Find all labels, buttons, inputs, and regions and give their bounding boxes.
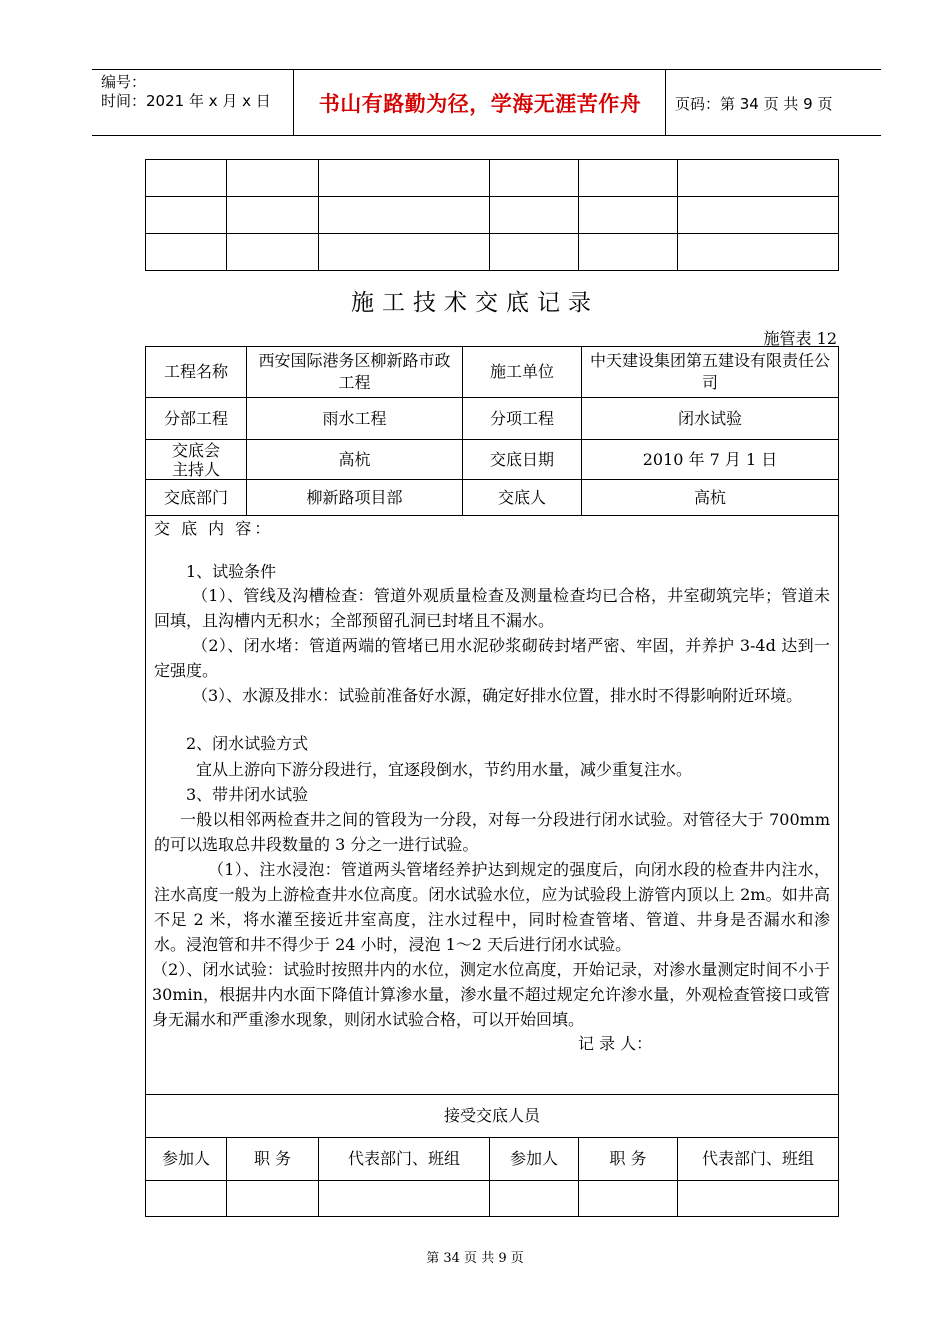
- table-row: [146, 398, 839, 440]
- dept-value: 柳新路项目部: [247, 480, 463, 516]
- presenter-label: 交底人: [463, 480, 582, 516]
- dept-label: 交底部门: [146, 480, 247, 516]
- table-row: [146, 1138, 839, 1181]
- doc-number-label: 编号：: [101, 73, 147, 91]
- recorder-label: 记 录 人：: [578, 1034, 653, 1053]
- table-cell: [490, 234, 579, 271]
- page-footer: 第 34 页 共 9 页: [426, 1251, 524, 1266]
- paragraph-1: （1）、管线及沟槽检查：管道外观质量检查及测量检查均已合格，井室砌筑完毕；管道未回填，且沟槽内无积水；全部预留孔洞已封堵且不漏水。: [154, 586, 830, 630]
- table-cell: [579, 160, 678, 197]
- table-cell: [678, 160, 839, 197]
- table-cell: [579, 234, 678, 271]
- col-header-department: 代表部门、班组: [319, 1138, 490, 1181]
- header-motto: 书山有路勤为径，学海无涯苦作舟: [318, 92, 642, 116]
- paragraph-3: （3）、水源及排水：试验前准备好水源，确定好排水位置，排水时不得影响附近环境。: [192, 686, 803, 705]
- col-header-participant: 参加人: [490, 1138, 579, 1181]
- col-header-position: 职 务: [227, 1138, 319, 1181]
- paragraph-2: （2）、闭水堵：管道两端的管堵已用水泥砂浆砌砖封堵严密、牢固，并养护 3-4d 达到一定强度。: [154, 636, 830, 680]
- section-1-heading: 1、试验条件: [186, 562, 277, 581]
- doc-time-label: 时间：2021 年 x 月 x 日: [101, 92, 271, 110]
- table-cell: [227, 1181, 319, 1217]
- col-header-position: 职 务: [579, 1138, 678, 1181]
- table-cell: [227, 160, 319, 197]
- contractor-label: 施工单位: [463, 347, 582, 398]
- page-title: 施工技术交底记录: [351, 290, 599, 316]
- header-bottom-rule: [92, 135, 881, 136]
- date-label: 交底日期: [463, 440, 582, 480]
- receivers-title: 接受交底人员: [146, 1095, 839, 1138]
- table-row: [146, 197, 839, 234]
- subitem-label: 分项工程: [463, 398, 582, 440]
- receivers-table: [145, 1094, 839, 1217]
- table-row: [146, 480, 839, 516]
- form-number: 施管表 12: [763, 329, 837, 348]
- table-cell: [490, 1181, 579, 1217]
- table-row: [146, 160, 839, 197]
- col-header-department: 代表部门、班组: [678, 1138, 839, 1181]
- table-cell: [490, 160, 579, 197]
- host-value: 高杭: [247, 440, 463, 480]
- table-row: [146, 1181, 839, 1217]
- table-cell: [146, 160, 227, 197]
- table-cell: [319, 1181, 490, 1217]
- table-cell: [227, 234, 319, 271]
- table-row: [146, 234, 839, 271]
- date-value: 2010 年 7 月 1 日: [582, 440, 839, 480]
- table-cell: [319, 160, 490, 197]
- section-3-heading: 3、带井闭水试验: [186, 785, 309, 804]
- content-heading: 交 底 内 容：: [154, 519, 274, 538]
- project-name-value: 西安国际港务区柳新路市政工程: [247, 347, 463, 398]
- presenter-value: 高杭: [582, 480, 839, 516]
- table-cell: [319, 234, 490, 271]
- table-cell: [678, 197, 839, 234]
- paragraph-6: （1）、注水浸泡：管道两头管堵经养护达到规定的强度后，向闭水段的检查井内注水，注水高度一般为上游检查井水位高度。闭水试验水位，应为试验段上游管内顶以上 2m。如井高不足 2 米，将水灌至接近井室高度，注水过程中，同时检查管堵、管道、井身是否漏水和渗水。浸泡管和井不得少于 24 小时，浸泡 1～2 天后进行闭水试验。: [154, 860, 830, 954]
- table-row: [146, 347, 839, 398]
- paragraph-4: 宜从上游向下游分段进行，宜逐段倒水，节约用水量，减少重复注水。: [196, 760, 693, 779]
- contractor-value: 中天建设集团第五建设有限责任公司: [582, 347, 839, 398]
- header-page-info: 页码：第 34 页 共 9 页: [675, 95, 833, 113]
- info-table: [145, 346, 839, 516]
- host-label: 交底会主持人: [146, 440, 247, 480]
- table-cell: [227, 197, 319, 234]
- section-2-heading: 2、闭水试验方式: [186, 734, 309, 753]
- col-header-participant: 参加人: [146, 1138, 227, 1181]
- subitem-value: 闭水试验: [582, 398, 839, 440]
- header-top-rule: [92, 69, 881, 70]
- table-cell: [678, 234, 839, 271]
- table-row: [146, 1095, 839, 1138]
- top-empty-table: [145, 159, 839, 271]
- table-cell: [146, 234, 227, 271]
- paragraph-7: （2）、闭水试验：试验时按照井内的水位，测定水位高度，开始记录，对渗水量测定时间不小于 30min，根据井内水面下降值计算渗水量，渗水量不超过规定允许渗水量，外观检查管接口或管身无漏水和严重渗水现象，则闭水试验合格，可以开始回填。: [152, 960, 830, 1029]
- table-cell: [579, 1181, 678, 1217]
- table-cell: [579, 197, 678, 234]
- paragraph-5: 一般以相邻两检查井之间的管段为一分段，对每一分段进行闭水试验。对管径大于 700mm 的可以选取总井段数量的 3 分之一进行试验。: [154, 810, 830, 854]
- project-name-label: 工程名称: [146, 347, 247, 398]
- table-cell: [146, 1181, 227, 1217]
- table-cell: [490, 197, 579, 234]
- table-cell: [678, 1181, 839, 1217]
- table-row: [146, 440, 839, 480]
- division-label: 分部工程: [146, 398, 247, 440]
- table-cell: [319, 197, 490, 234]
- table-cell: [146, 197, 227, 234]
- division-value: 雨水工程: [247, 398, 463, 440]
